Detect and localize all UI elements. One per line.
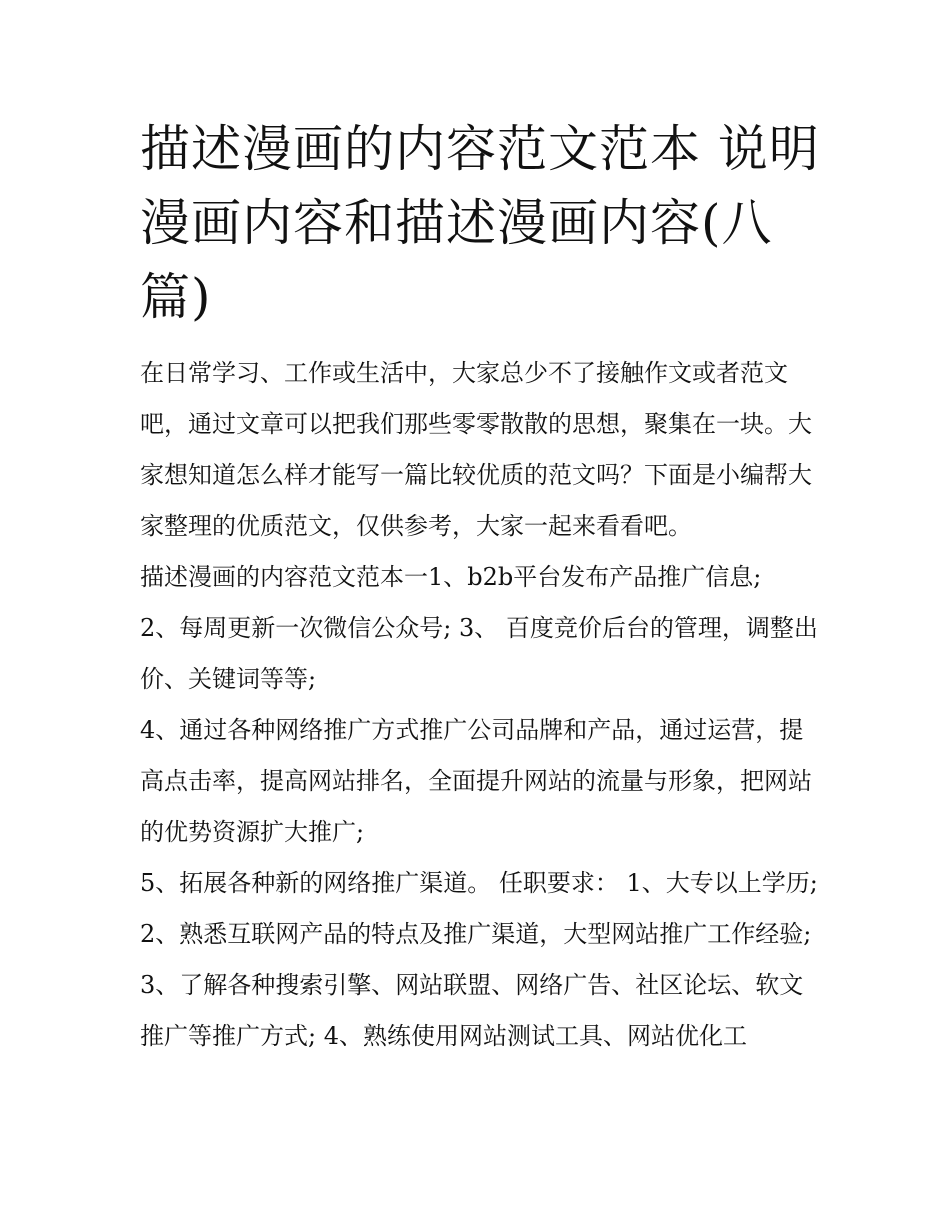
- paragraph-item-1: 描述漫画的内容范文范本一1、b2b平台发布产品推广信息;: [140, 563, 762, 591]
- document-title: 描述漫画的内容范文范本 说明漫画内容和描述漫画内容(八篇): [140, 120, 820, 326]
- paragraph-item-4: 4、通过各种网络推广方式推广公司品牌和产品，通过运营，提高点击率，提高网站排名，全面提升网站的流量与形象，把网站的优势资源扩大推广;: [140, 716, 812, 846]
- paragraph-requirements-3: 3、了解各种搜索引擎、网站联盟、网络广告、社区论坛、软文推广等推广方式; 4、熟练使用网站测试工具、网站优化工: [140, 971, 804, 1050]
- paragraph-item-2: 2、每周更新一次微信公众号; 3、 百度竞价后台的管理，调整出价、关键词等等;: [140, 614, 818, 693]
- document-body: [140, 348, 820, 1062]
- paragraph-intro: 在日常学习、工作或生活中，大家总少不了接触作文或者范文吧，通过文章可以把我们那些零零散散的思想，聚集在一块。大家想知道怎么样才能写一篇比较优质的范文吗？下面是小编帮大家整理的优质范文，仅供参考，大家一起来看看吧。: [140, 359, 812, 540]
- paragraph-item-5: 5、拓展各种新的网络推广渠道。 任职要求： 1、大专以上学历; 2、熟悉互联网产品的特点及推广渠道，大型网站推广工作经验;: [140, 869, 818, 948]
- document-content: [140, 112, 820, 1062]
